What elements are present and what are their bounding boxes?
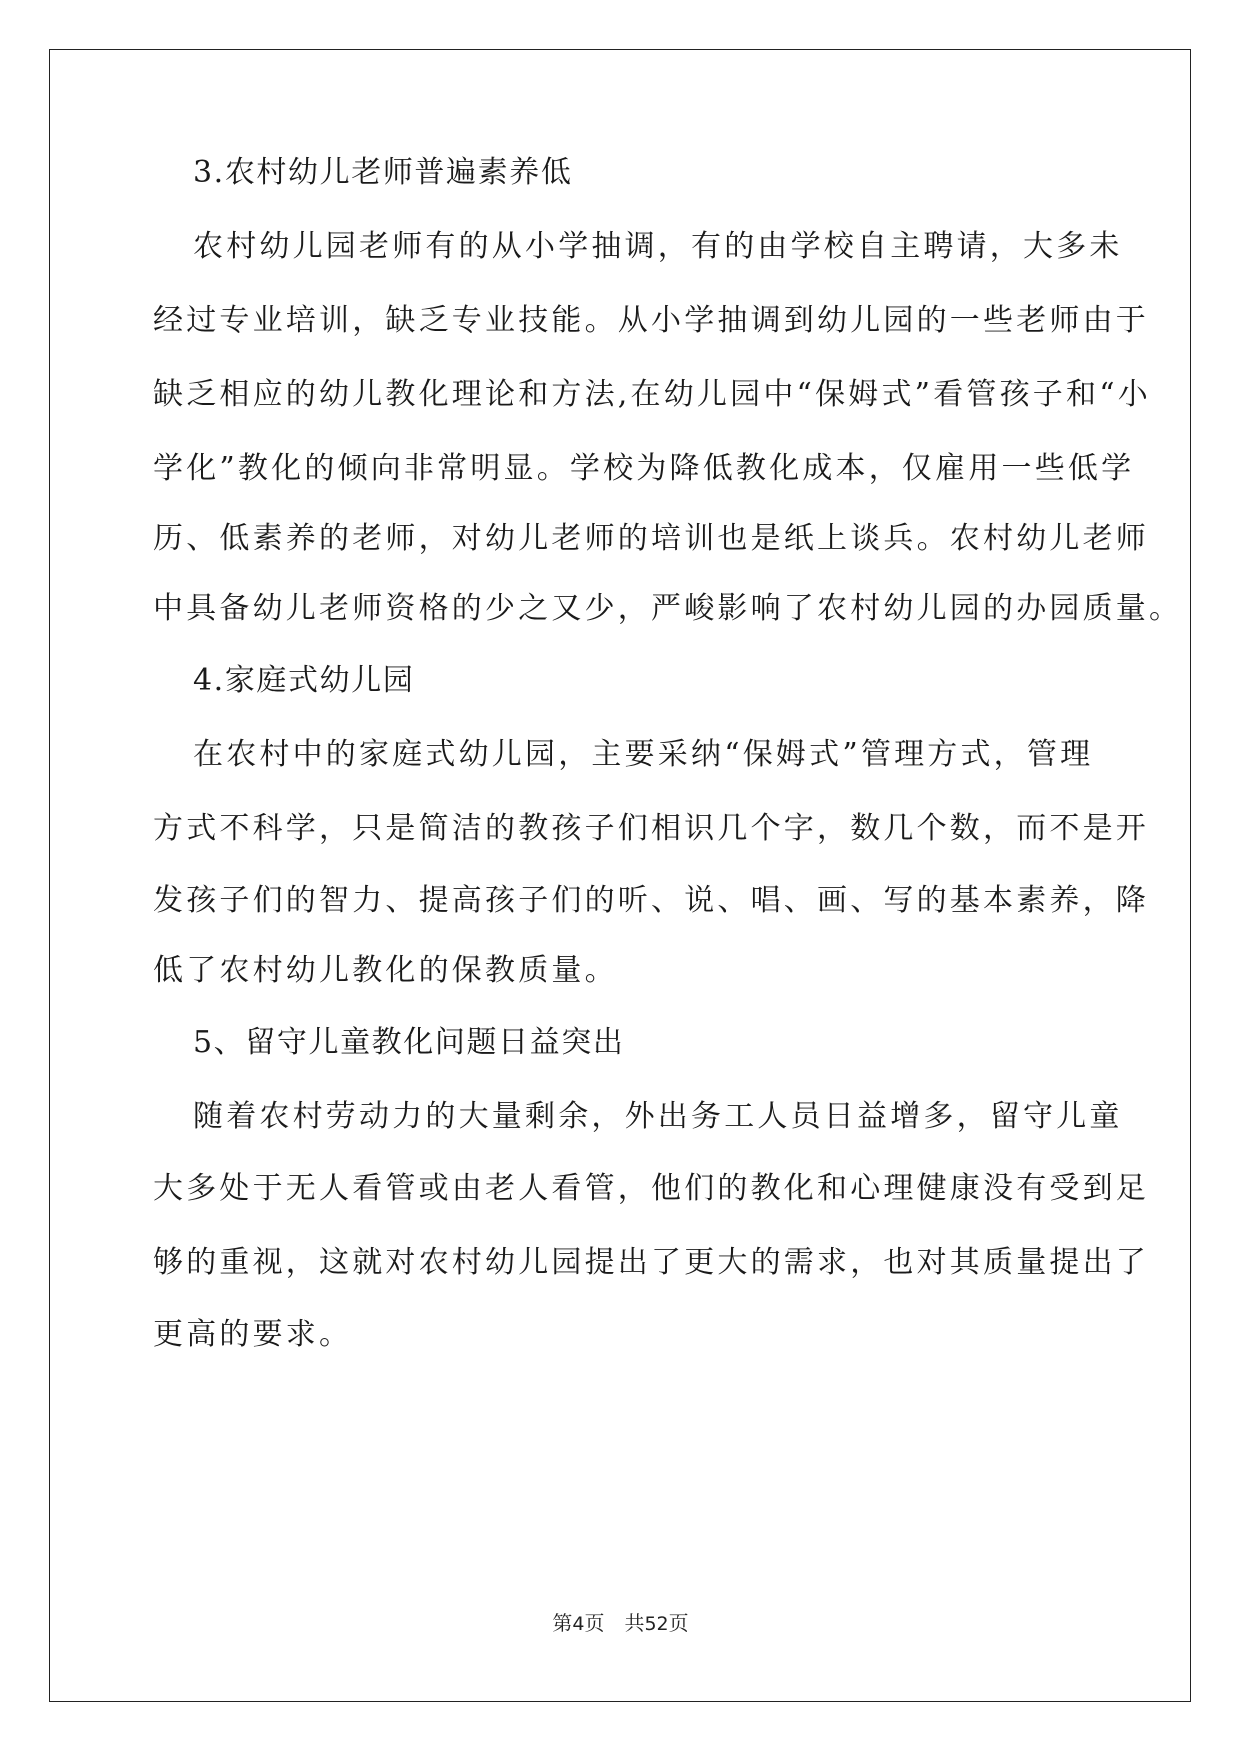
page-border xyxy=(49,49,1191,1702)
paragraph-line: 经过专业培训，缺乏专业技能。从小学抽调到幼儿园的一些老师由于 xyxy=(153,303,1149,338)
paragraph-line: 中具备幼儿老师资格的少之又少，严峻影响了农村幼儿园的办园质量。 xyxy=(153,591,1183,626)
paragraph-line: 大多处于无人看管或由老人看管，他们的教化和心理健康没有受到足 xyxy=(153,1171,1149,1206)
page-footer xyxy=(0,1607,1241,1636)
section-4-heading: 4.家庭式幼儿园 xyxy=(193,663,415,698)
paragraph-line: 更高的要求。 xyxy=(153,1317,353,1352)
paragraph-line: 学化”教化的倾向非常明显。学校为降低教化成本，仅雇用一些低学 xyxy=(153,451,1135,486)
footer-prefix: 第 xyxy=(552,1611,573,1635)
paragraph-line: 发孩子们的智力、提高孩子们的听、说、唱、画、写的基本素养，降 xyxy=(153,883,1149,918)
paragraph-line: 方式不科学，只是简洁的教孩子们相识几个字，数几个数，而不是开 xyxy=(153,811,1149,846)
paragraph-line: 历、低素养的老师，对幼儿老师的培训也是纸上谈兵。农村幼儿老师 xyxy=(153,521,1149,556)
section-3-heading: 3.农村幼儿老师普遍素养低 xyxy=(193,155,573,190)
section-5-heading: 5、留守儿童教化问题日益突出 xyxy=(193,1025,625,1060)
paragraph-line: 农村幼儿园老师有的从小学抽调，有的由学校自主聘请，大多未 xyxy=(193,229,1123,264)
footer-page-number: 4 xyxy=(572,1613,585,1635)
paragraph-line: 低了农村幼儿教化的保教质量。 xyxy=(153,953,618,988)
paragraph-line: 缺乏相应的幼儿教化理论和方法,在幼儿园中“保姆式”看管孩子和“小 xyxy=(153,377,1151,412)
footer-suffix: 页 xyxy=(668,1611,689,1635)
footer-total-pages: 52 xyxy=(644,1613,669,1635)
paragraph-line: 够的重视，这就对农村幼儿园提出了更大的需求，也对其质量提出了 xyxy=(153,1245,1149,1280)
paragraph-line: 随着农村劳动力的大量剩余，外出务工人员日益增多，留守儿童 xyxy=(193,1099,1123,1134)
footer-middle: 页 共 xyxy=(584,1611,645,1635)
paragraph-line: 在农村中的家庭式幼儿园，主要采纳“保姆式”管理方式，管理 xyxy=(193,737,1094,772)
